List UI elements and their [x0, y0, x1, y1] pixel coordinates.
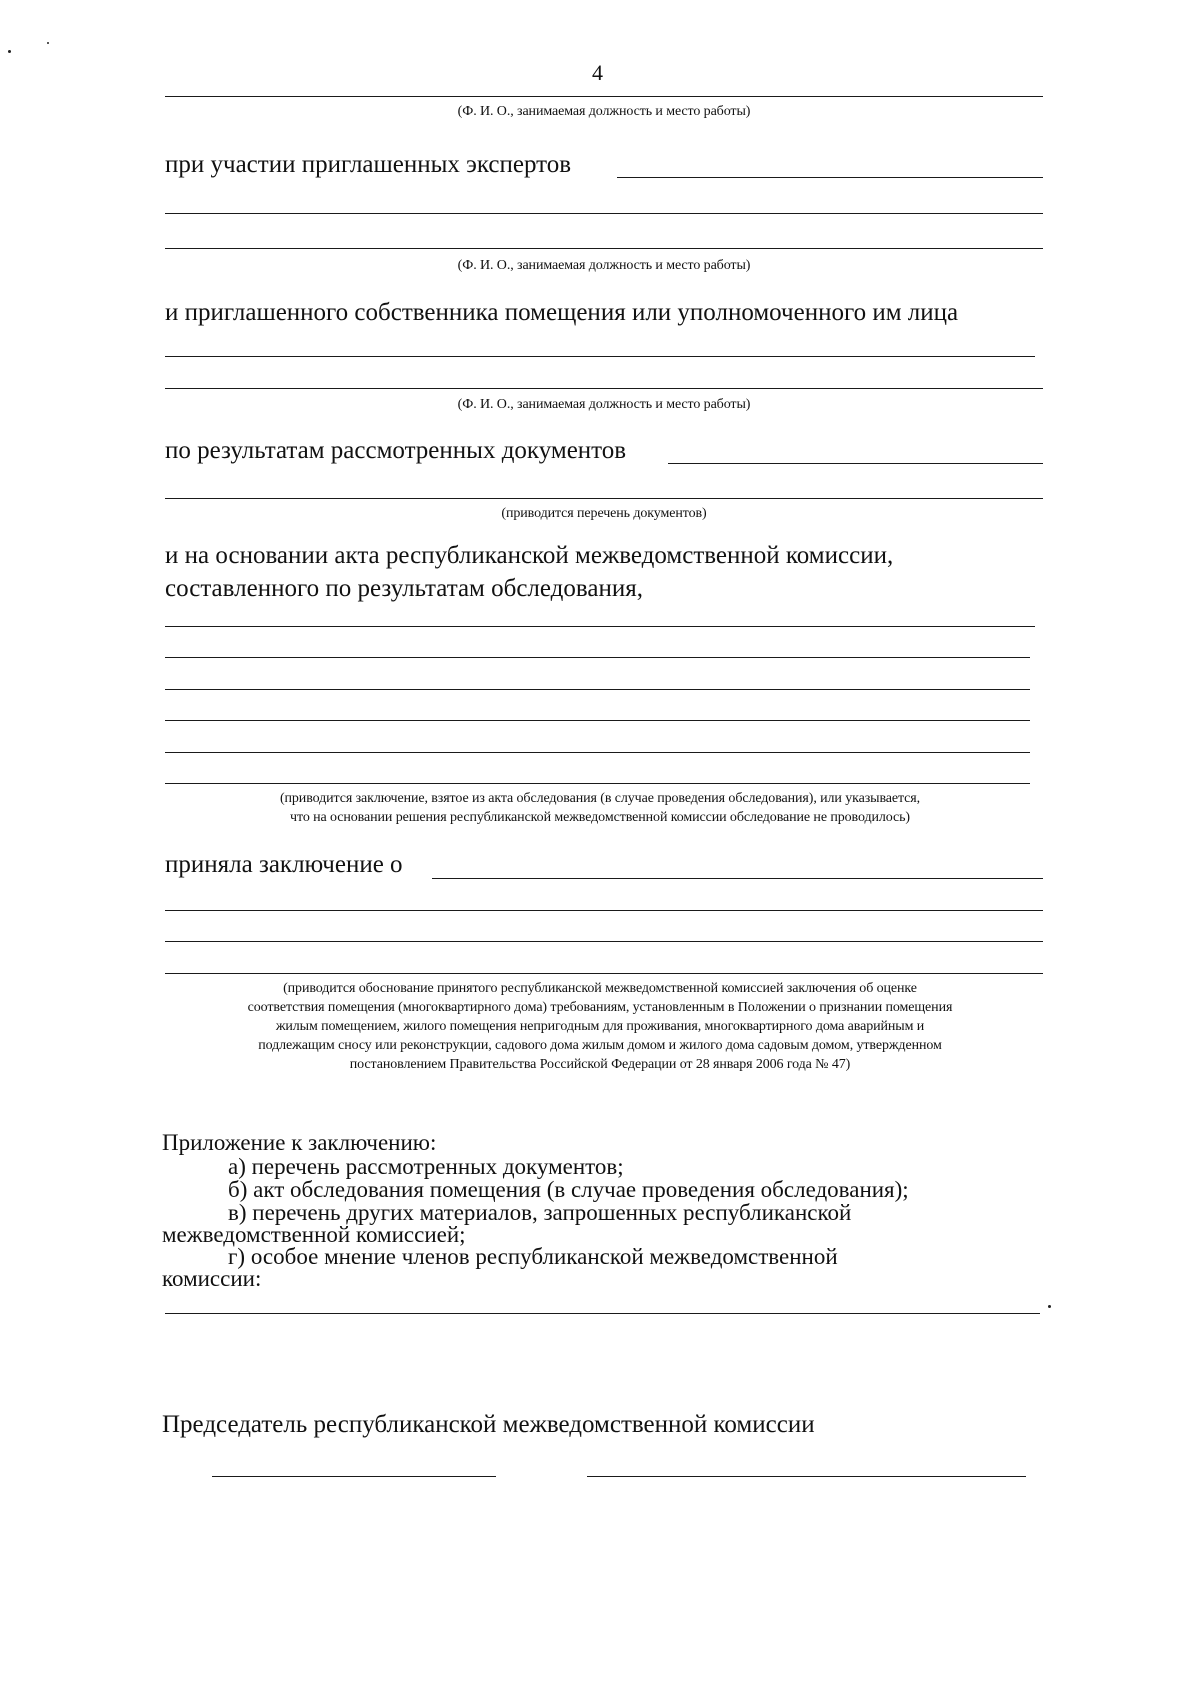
scan-speck — [8, 50, 11, 53]
signature-line — [212, 1476, 496, 1477]
blank-line — [165, 783, 1030, 784]
caption-conclusion-1: (приводится заключение, взятое из акта обследования (в случае проведения обследования), или указывается, — [279, 791, 921, 806]
blank-line — [165, 388, 1043, 389]
blank-line — [165, 96, 1043, 97]
blank-line — [668, 463, 1043, 464]
blank-line — [165, 626, 1035, 627]
caption-justification-3: жилым помещением, жилого помещения непригодным для проживания, многоквартирного дома аварийным и — [275, 1019, 925, 1034]
blank-line — [432, 878, 1043, 879]
appendix-item-v-1: в) перечень других материалов, запрошенных республиканской — [228, 1200, 852, 1225]
chairman-label: Председатель республиканской межведомственной комиссии — [162, 1411, 815, 1438]
caption-fio: (Ф. И. О., занимаемая должность и место работы) — [457, 258, 751, 273]
blank-line — [165, 498, 1043, 499]
blank-line — [165, 720, 1030, 721]
blank-line — [165, 356, 1035, 357]
appendix-item-g-1: г) особое мнение членов республиканской межведомственной — [228, 1244, 838, 1269]
appendix-item-g-2: комиссии: — [162, 1266, 262, 1291]
basis-line-1: и на основании акта республиканской межведомственной комиссии, — [165, 542, 894, 569]
blank-line — [165, 657, 1030, 658]
blank-line — [165, 248, 1043, 249]
results-label: по результатам рассмотренных документов — [165, 437, 627, 464]
blank-line — [617, 177, 1043, 178]
appendix-title: Приложение к заключению: — [162, 1130, 437, 1155]
caption-conclusion-2: что на основании решения республиканской межведомственной комиссии обследование не проводилось) — [290, 810, 910, 825]
caption-documents: (приводится перечень документов) — [501, 506, 707, 521]
name-line — [587, 1476, 1026, 1477]
blank-line — [165, 213, 1043, 214]
blank-line — [165, 910, 1043, 911]
adopted-label: приняла заключение о — [165, 851, 403, 878]
appendix-item-b: б) акт обследования помещения (в случае проведения обследования); — [228, 1177, 909, 1202]
caption-fio: (Ф. И. О., занимаемая должность и место работы) — [457, 104, 751, 119]
caption-justification-1: (приводится обоснование принятого республиканской межведомственной комиссией заключения об оценке — [283, 981, 917, 996]
blank-line — [165, 689, 1030, 690]
scan-speck — [1048, 1305, 1051, 1308]
scan-speck — [47, 42, 49, 44]
blank-line — [165, 973, 1043, 974]
page-number: 4 — [592, 60, 603, 85]
blank-line — [165, 1313, 1040, 1314]
owner-label: и приглашенного собственника помещения или уполномоченного им лица — [165, 299, 959, 326]
caption-justification-4: подлежащим сносу или реконструкции, садового дома жилым домом и жилого дома садовым домом, утвержденном — [258, 1038, 942, 1053]
appendix-item-v-2: межведомственной комиссией; — [162, 1222, 466, 1247]
caption-justification-5: постановлением Правительства Российской Федерации от 28 января 2006 года № 47) — [349, 1057, 851, 1072]
experts-label: при участии приглашенных экспертов — [165, 151, 572, 178]
caption-justification-2: соответствия помещения (многоквартирного дома) требованиям, установленным в Положении о признании помещения — [247, 1000, 953, 1015]
caption-fio: (Ф. И. О., занимаемая должность и место работы) — [457, 397, 751, 412]
blank-line — [165, 941, 1043, 942]
appendix-item-a: а) перечень рассмотренных документов; — [228, 1154, 624, 1179]
basis-line-2: составленного по результатам обследования, — [165, 575, 643, 602]
blank-line — [165, 752, 1030, 753]
